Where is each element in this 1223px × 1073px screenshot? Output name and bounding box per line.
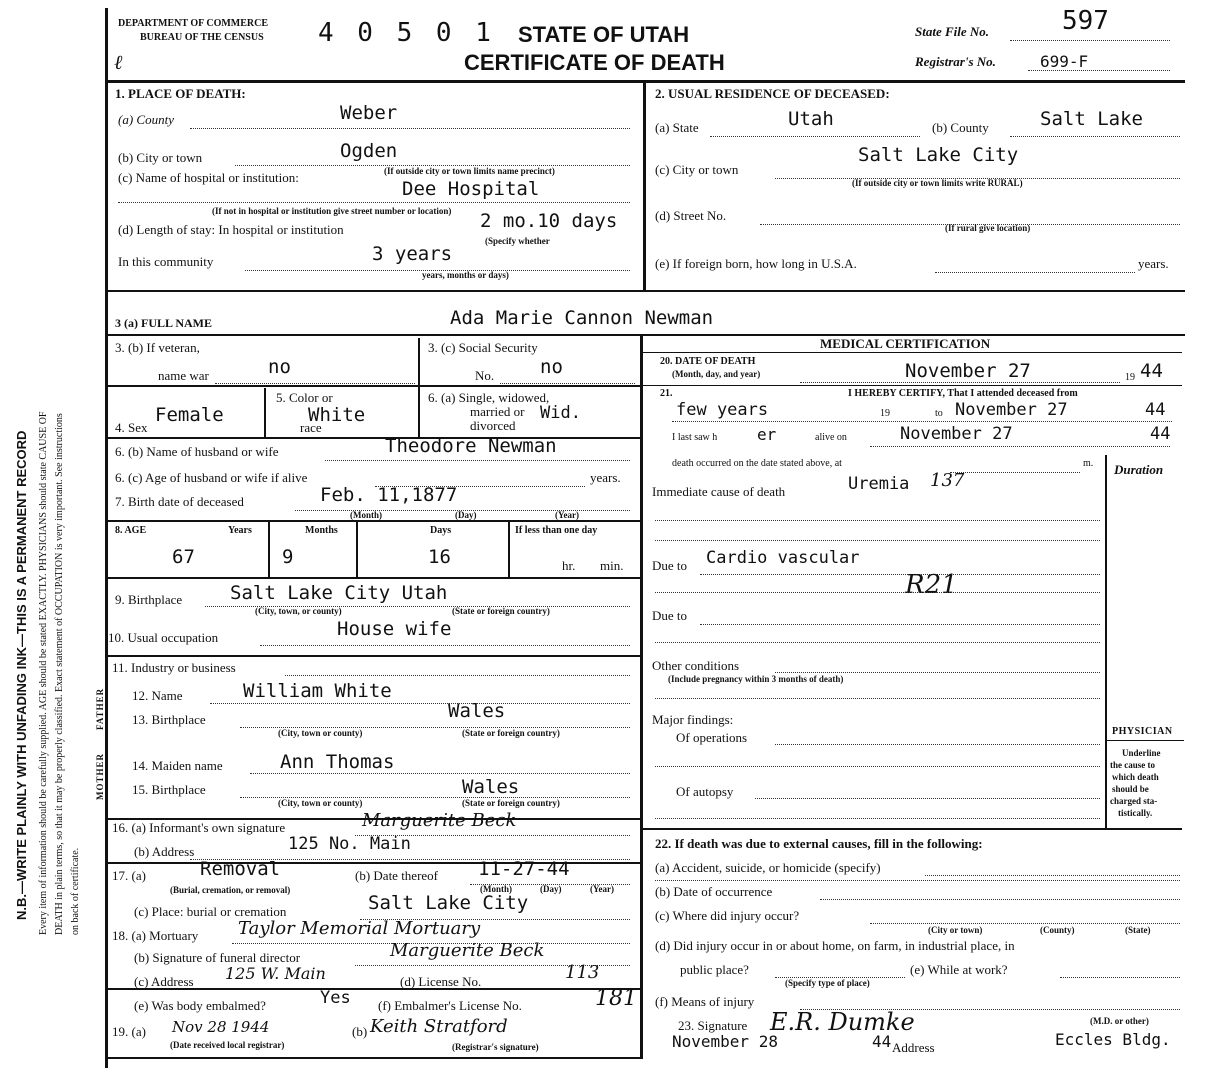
certify-label: I HEREBY CERTIFY, That I attended deceased from bbox=[848, 388, 1078, 399]
industry-label: 11. Industry or business bbox=[112, 660, 236, 675]
external-d-public-label: public place? bbox=[680, 962, 749, 977]
external-b-label: (b) Date of occurrence bbox=[655, 884, 773, 899]
physician-address-label: Address bbox=[892, 1040, 935, 1055]
residence-city: Salt Lake City bbox=[858, 144, 1019, 166]
full-name: Ada Marie Cannon Newman bbox=[450, 307, 714, 329]
due-to-2-label: Due to bbox=[652, 608, 688, 623]
age-months: 9 bbox=[282, 546, 294, 568]
spouse-name: Theodore Newman bbox=[385, 435, 557, 457]
informant-address-label: (b) Address bbox=[134, 844, 195, 859]
place-hospital-note: (If outside city or town limits name precinct) bbox=[384, 166, 555, 176]
disposal-date: 11-27-44 bbox=[478, 858, 570, 880]
mortuary-license-label: (d) License No. bbox=[400, 974, 482, 989]
full-name-label: 3 (a) FULL NAME bbox=[115, 316, 212, 330]
residence-county-label: (b) County bbox=[932, 120, 989, 135]
cause-code-1: 137 bbox=[930, 470, 965, 491]
external-c-county-note: (County) bbox=[1040, 925, 1075, 935]
sex-label: 4. Sex bbox=[115, 420, 148, 435]
age-min-label: min. bbox=[600, 558, 624, 573]
last-saw-pronoun: er bbox=[757, 425, 777, 444]
residence-years-label: years. bbox=[1138, 256, 1169, 271]
mother-birthplace-label: 15. Birthplace bbox=[132, 782, 206, 797]
birthplace-note2: (State or foreign country) bbox=[452, 606, 550, 616]
funeral-director-signature: Marguerite Beck bbox=[390, 940, 545, 961]
embalmed-value: Yes bbox=[320, 988, 351, 1008]
birthplace: Salt Lake City Utah bbox=[230, 582, 448, 604]
age-less-than-day-label: If less than one day bbox=[515, 525, 598, 536]
mother-note2: (State or foreign country) bbox=[462, 798, 560, 808]
last-saw-date: November 27 bbox=[900, 424, 1013, 444]
occupation-label: 10. Usual occupation bbox=[108, 630, 219, 645]
margin-instructions-2: DEATH in plain terms, so that it may be properly classified. Exact statement of OCCUPATION is very important. See instructions bbox=[54, 413, 65, 935]
father-name-label: 12. Name bbox=[132, 688, 183, 703]
external-a-label: (a) Accident, suicide, or homicide (specify) bbox=[655, 860, 881, 875]
registrar-date-note: (Date received local registrar) bbox=[170, 1040, 285, 1050]
spouse-age-label: 6. (c) Age of husband or wife if alive bbox=[115, 470, 308, 485]
embalmed-label: (e) Was body embalmed? bbox=[134, 998, 266, 1013]
other-conditions-label: Other conditions bbox=[652, 658, 740, 673]
external-c-label: (c) Where did injury occur? bbox=[655, 908, 800, 923]
residence-city-label: (c) City or town bbox=[655, 162, 739, 177]
other-conditions-note: (Include pregnancy within 3 months of death) bbox=[668, 674, 844, 684]
age-years: 67 bbox=[172, 546, 195, 568]
birth-month-note: (Month) bbox=[350, 510, 382, 520]
ss-divider bbox=[418, 338, 420, 438]
external-d-note: (Specify type of place) bbox=[785, 978, 870, 988]
to-label: to bbox=[935, 408, 943, 419]
disposal-label: 17. (a) bbox=[112, 868, 146, 883]
physician-note-2: the cause to bbox=[1110, 760, 1155, 770]
disposal-date-label: (b) Date thereof bbox=[355, 868, 439, 883]
rule-3 bbox=[105, 385, 642, 387]
cause-code-2: R21 bbox=[905, 570, 958, 600]
place-hospital: Dee Hospital bbox=[402, 178, 540, 200]
date-of-death: November 27 bbox=[905, 360, 1031, 382]
residence-city-note: (If outside city or town limits write RURAL) bbox=[852, 178, 1023, 188]
age-div-3 bbox=[508, 522, 510, 577]
physician-note-6: tistically. bbox=[1118, 808, 1153, 818]
informant-signature: Marguerite Beck bbox=[362, 810, 517, 831]
disposal-note: (Burial, cremation, or removal) bbox=[170, 885, 291, 895]
external-d-label: (d) Did injury occur in or about home, on farm, in industrial place, in bbox=[655, 938, 1015, 953]
birth-year-note: (Year) bbox=[555, 510, 579, 520]
mortuary-license: 113 bbox=[565, 962, 600, 983]
physician-note-3: which death bbox=[1112, 772, 1159, 782]
mortuary-address-label: (c) Address bbox=[134, 974, 194, 989]
place-hospital-label: (c) Name of hospital or institution: bbox=[118, 170, 299, 185]
place-heading: 1. PLACE OF DEATH: bbox=[115, 86, 246, 101]
spouse-years-label: years. bbox=[590, 470, 621, 485]
mother-birthplace: Wales bbox=[462, 776, 520, 798]
margin-instructions-1: Every item of information should be carefully supplied. AGE should be stated EXACTLY. PHYSICIANS should state CAUSE OF bbox=[38, 411, 49, 935]
color-label: 5. Color or bbox=[276, 390, 333, 405]
occurred-label: death occurred on the date stated above, at bbox=[672, 458, 842, 469]
place-specify-note: (Specify whether bbox=[485, 236, 550, 246]
margin-permanent-record: N.B.—WRITE PLAINLY WITH UNFADING INK—THIS IS A PERMANENT RECORD bbox=[14, 430, 29, 920]
ss-label: 3. (c) Social Security bbox=[428, 340, 538, 355]
disposal-place: Salt Lake City bbox=[368, 892, 529, 914]
immediate-cause: Uremia bbox=[848, 474, 910, 494]
due-to-1-label: Due to bbox=[652, 558, 688, 573]
physician-address: Eccles Bldg. bbox=[1055, 1030, 1171, 1049]
father-side-label: FATHER bbox=[95, 687, 105, 730]
left-border bbox=[105, 8, 108, 1068]
external-e-label: (e) While at work? bbox=[910, 962, 1008, 977]
veteran-war-label: name war bbox=[158, 368, 209, 383]
mother-note1: (City, town or county) bbox=[278, 798, 363, 808]
father-note2: (State or foreign country) bbox=[462, 728, 560, 738]
age-days-label: Days bbox=[430, 525, 452, 536]
rule-11 bbox=[105, 1057, 642, 1059]
rule-4 bbox=[105, 437, 642, 439]
state-file-value: 597 bbox=[1062, 6, 1109, 36]
registrar-b-label: (b) bbox=[352, 1024, 368, 1039]
external-f-label: (f) Means of injury bbox=[655, 994, 755, 1009]
date-of-death-label: 20. DATE OF DEATH bbox=[660, 356, 756, 367]
disposal-date-month-note: (Month) bbox=[480, 884, 512, 894]
marital-label: 6. (a) Single, widowed, bbox=[428, 390, 550, 405]
duration-label: Duration bbox=[1114, 462, 1164, 477]
place-community: 3 years bbox=[372, 243, 453, 265]
physician-note-1: Underline bbox=[1122, 748, 1161, 758]
place-stay-label: (d) Length of stay: In hospital or institution bbox=[118, 222, 344, 237]
veteran-label: 3. (b) If veteran, bbox=[115, 340, 200, 355]
md-note: (M.D. or other) bbox=[1090, 1016, 1149, 1026]
signature-date: November 28 bbox=[672, 1032, 778, 1051]
rule-right-1 bbox=[645, 290, 1185, 292]
due-to-1: Cardio vascular bbox=[706, 548, 860, 568]
age-years-label: Years bbox=[228, 525, 252, 536]
marital-label2: married or bbox=[470, 404, 525, 419]
state-title: STATE OF UTAH bbox=[518, 22, 690, 47]
sex-value: Female bbox=[155, 404, 224, 426]
bureau-label: BUREAU OF THE CENSUS bbox=[140, 32, 264, 43]
mortuary-name: Taylor Memorial Mortuary bbox=[238, 918, 481, 939]
signature-label: 23. Signature bbox=[678, 1018, 748, 1033]
medical-rule bbox=[642, 352, 1182, 353]
mother-name-label: 14. Maiden name bbox=[132, 758, 223, 773]
external-c-state-note: (State) bbox=[1125, 925, 1151, 935]
birth-date-label: 7. Birth date of deceased bbox=[115, 494, 244, 509]
physician-note-5: charged sta- bbox=[1110, 796, 1158, 806]
age-hr-label: hr. bbox=[562, 558, 576, 573]
rule-21 bbox=[642, 385, 1182, 386]
disposal-date-year-note: (Year) bbox=[590, 884, 614, 894]
marital-value: Wid. bbox=[540, 403, 581, 423]
mother-side-label: MOTHER bbox=[95, 752, 105, 800]
informant-label: 16. (a) Informant's own signature bbox=[112, 820, 286, 835]
physician-signature: E.R. Dumke bbox=[770, 1008, 915, 1036]
rule-2 bbox=[105, 334, 1185, 336]
signature-year: 44 bbox=[872, 1032, 892, 1051]
physician-note-4: should be bbox=[1112, 784, 1149, 794]
death-year-prefix: 19 bbox=[1125, 372, 1135, 383]
birth-day-note: (Day) bbox=[455, 510, 477, 520]
funeral-director-label: (b) Signature of funeral director bbox=[134, 950, 301, 965]
ss-value: no bbox=[540, 356, 563, 378]
spouse-label: 6. (b) Name of husband or wife bbox=[115, 444, 279, 459]
occurred-m-label: m. bbox=[1083, 458, 1094, 469]
physician-heading: PHYSICIAN bbox=[1112, 726, 1173, 737]
registrar-signature-note: (Registrar's signature) bbox=[452, 1042, 539, 1052]
place-stay: 2 mo.10 days bbox=[480, 210, 618, 232]
father-note1: (City, town or county) bbox=[278, 728, 363, 738]
corner-mark: ℓ bbox=[114, 50, 123, 74]
item-21-label: 21. bbox=[660, 388, 673, 399]
ss-no-label: No. bbox=[475, 368, 495, 383]
place-specify-note2: years, months or days) bbox=[422, 270, 509, 280]
residence-street-label: (d) Street No. bbox=[655, 208, 727, 223]
registrar-date: Nov 28 1944 bbox=[172, 1018, 270, 1036]
age-days: 16 bbox=[428, 546, 451, 568]
state-file-label: State File No. bbox=[915, 24, 990, 39]
informant-address: 125 No. Main bbox=[288, 834, 411, 854]
attended-to: November 27 bbox=[955, 400, 1068, 420]
color-value: White bbox=[308, 404, 366, 426]
age-div-2 bbox=[356, 522, 358, 577]
of-autopsy-label: Of autopsy bbox=[676, 784, 734, 799]
registrar-item-label: 19. (a) bbox=[112, 1024, 146, 1039]
mortuary-label: 18. (a) Mortuary bbox=[112, 928, 199, 943]
mid-divider bbox=[640, 334, 643, 1059]
rule-7 bbox=[105, 655, 642, 657]
attended-to-year: 44 bbox=[1145, 400, 1166, 420]
father-name: William White bbox=[243, 680, 392, 702]
residence-heading: 2. USUAL RESIDENCE OF DECEASED: bbox=[655, 86, 890, 101]
physician-rule bbox=[1106, 740, 1184, 741]
last-saw-year: 44 bbox=[1150, 424, 1171, 444]
residence-county: Salt Lake bbox=[1040, 108, 1143, 130]
certificate-title: CERTIFICATE OF DEATH bbox=[464, 50, 725, 75]
embalmer-license: 181 bbox=[595, 986, 637, 1011]
occupation: House wife bbox=[337, 618, 452, 640]
immediate-cause-label: Immediate cause of death bbox=[652, 484, 786, 499]
birthplace-note1: (City, town, or county) bbox=[255, 606, 342, 616]
disposal-value: Removal bbox=[200, 858, 281, 880]
rule-5 bbox=[105, 520, 642, 522]
mid-divider-top bbox=[643, 80, 646, 290]
birthplace-label: 9. Birthplace bbox=[115, 592, 183, 607]
certificate-number: 4 0 5 0 1 bbox=[318, 18, 495, 48]
major-findings-label: Major findings: bbox=[652, 712, 734, 727]
mortuary-address: 125 W. Main bbox=[225, 964, 326, 983]
place-county: Weber bbox=[340, 102, 398, 124]
margin-instructions-3: on back of certificate. bbox=[70, 847, 81, 935]
place-community-label: In this community bbox=[118, 254, 214, 269]
birth-date: Feb. 11,1877 bbox=[320, 484, 458, 506]
rule-6 bbox=[105, 577, 642, 579]
race-label: race bbox=[300, 420, 322, 435]
date-of-death-note: (Month, day, and year) bbox=[672, 369, 761, 379]
father-birthplace-label: 13. Birthplace bbox=[132, 712, 206, 727]
disposal-date-day-note: (Day) bbox=[540, 884, 562, 894]
alive-on-label: alive on bbox=[815, 432, 847, 443]
marital-label3: divorced bbox=[470, 418, 516, 433]
residence-street-note: (If rural give location) bbox=[945, 223, 1031, 233]
place-hospital-note2: (If not in hospital or institution give street number or location) bbox=[212, 206, 452, 216]
death-year: 44 bbox=[1140, 360, 1163, 382]
place-county-label: (a) County bbox=[118, 112, 174, 127]
veteran-value: no bbox=[268, 356, 291, 378]
residence-state: Utah bbox=[788, 108, 834, 130]
residence-foreign-label: (e) If foreign born, how long in U.S.A. bbox=[655, 256, 857, 271]
dept-label: DEPARTMENT OF COMMERCE bbox=[118, 18, 269, 29]
external-c-city-note: (City or town) bbox=[928, 925, 983, 935]
attended-from: few years bbox=[676, 400, 769, 420]
age-months-label: Months bbox=[305, 525, 338, 536]
from-year-prefix: 19 bbox=[880, 408, 890, 419]
age-div-1 bbox=[268, 522, 270, 577]
sex-divider bbox=[264, 388, 266, 438]
last-saw-label: I last saw h bbox=[672, 432, 718, 443]
external-heading: 22. If death was due to external causes, fill in the following: bbox=[655, 836, 983, 851]
rule-left-1 bbox=[105, 290, 645, 292]
of-operations-label: Of operations bbox=[676, 730, 748, 745]
mother-name: Ann Thomas bbox=[280, 751, 395, 773]
medical-heading: MEDICAL CERTIFICATION bbox=[820, 336, 991, 351]
age-label: 8. AGE bbox=[115, 525, 147, 536]
registrar-value: 699-F bbox=[1040, 52, 1089, 71]
place-city: Ogden bbox=[340, 140, 398, 162]
place-city-label: (b) City or town bbox=[118, 150, 203, 165]
embalmer-license-label: (f) Embalmer's License No. bbox=[378, 998, 522, 1013]
duration-divider bbox=[1105, 455, 1107, 828]
father-birthplace: Wales bbox=[448, 700, 506, 722]
residence-state-label: (a) State bbox=[655, 120, 699, 135]
registrar-label: Registrar's No. bbox=[915, 54, 996, 69]
disposal-place-label: (c) Place: burial or cremation bbox=[134, 904, 287, 919]
registrar-signature: Keith Stratford bbox=[370, 1016, 508, 1037]
rule-ext bbox=[642, 828, 1182, 830]
